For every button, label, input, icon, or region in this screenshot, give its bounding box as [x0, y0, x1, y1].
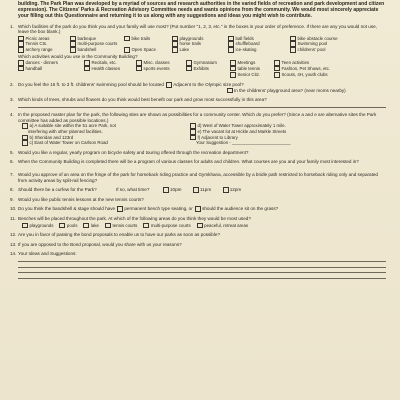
option-teen[interactable]: Teen activities: [274, 60, 386, 66]
site-option-e[interactable]: e) The vacant lot at Hickle and Markle Streets: [190, 129, 386, 135]
question-2: 2. Do you feel the 15 ft. to 3 ft. childrens' swimming pool should be located Adjacent to the Olympic size pool? In the childrens' playground area? (near moms nearby): [10, 81, 346, 93]
question-6: 6. When the Community Building is completed there will be a program of various classes for adults and children. What courses are you and your family most interested in?: [10, 159, 359, 165]
answer-line[interactable]: [18, 272, 386, 273]
option-scouts[interactable]: Scouts, 4H, youth clubs: [274, 72, 386, 78]
checkbox[interactable]: [136, 66, 142, 72]
answer-line[interactable]: [18, 278, 386, 279]
option-table-tennis[interactable]: table tennis: [230, 66, 270, 72]
option-dances[interactable]: dances - dinners: [18, 60, 80, 66]
question-9: 9. Would you like public tennis lessons at the new tennis courts?: [10, 196, 144, 202]
option-fashion[interactable]: Fashion, Pet Shows, etc.: [274, 66, 386, 72]
option-playgrounds[interactable]: playgrounds: [172, 36, 224, 42]
checkbox[interactable]: [59, 223, 65, 229]
option-barbeque[interactable]: barbeque: [70, 36, 120, 42]
option-exhibits[interactable]: Exhibits: [186, 66, 226, 72]
checkbox[interactable]: [230, 66, 236, 72]
option-recitals[interactable]: Recitals, etc.: [84, 60, 132, 66]
question-13: 13. If you are opposed to the Bond proposal, would you share with us your reasons?: [10, 241, 182, 247]
activity-options: [18, 60, 386, 71]
checkbox[interactable]: [22, 223, 28, 229]
question-4: 4. In the proposed master plan for the park, the following sites are shown as possibilities for a community center. Which do you prefer? (Since a and e are alternative sites the Park committee has added as possible locations.) a) A suitable site within the 51 acre Park, not interfering with other planned facilities. b) Sheridan and 123rd c) East of Water Tower on Carlson Road d) West of Water Tower approximately 1 mile. e) The vacant lot at Hickle and Markle Streets f) Adjacent to Library Your Suggestion - ________________________: [18, 112, 386, 146]
option-ice-skating[interactable]: ice-skating: [228, 47, 286, 53]
checkbox[interactable]: [143, 223, 149, 229]
option-health-classes[interactable]: Health classes: [84, 66, 132, 72]
question-12: 12. Are you in favor of passing the bond proposals to enable us to have our parks as soon as possible?: [10, 232, 220, 238]
checkbox[interactable]: [117, 206, 123, 212]
question-1b-text: Which activities would you use in the Community Building?: [18, 53, 138, 59]
option-handball[interactable]: handball: [18, 66, 80, 72]
checkbox[interactable]: [186, 66, 192, 72]
option-lake[interactable]: Lake: [172, 47, 224, 53]
checkbox[interactable]: [227, 88, 233, 94]
answer-line[interactable]: [18, 267, 386, 268]
option-ball-fields[interactable]: ball fields: [228, 36, 286, 42]
checkbox[interactable]: [18, 66, 24, 72]
option-misc-classes[interactable]: Misc. classes: [136, 60, 182, 66]
checkbox[interactable]: [22, 140, 28, 146]
checkbox[interactable]: [124, 47, 130, 53]
checkbox[interactable]: [197, 223, 203, 229]
answer-line[interactable]: [18, 261, 386, 262]
checkbox[interactable]: [18, 47, 24, 53]
option-senior[interactable]: Senior Citz.: [230, 72, 270, 78]
option-gymnasium[interactable]: Gymnasium: [186, 60, 226, 66]
option-open-space[interactable]: Open Space: [124, 47, 168, 53]
bench-options: playgrounds pools lake tennis courts multi-purpose courts peaceful, retreat areas: [22, 223, 386, 229]
checkbox[interactable]: [274, 66, 280, 72]
question-7: 7. Would you approve of an area on the fringe of the park for horseback riding practice and Gymkhana, accessible by a bridle path restricted to horseback riding only and separated from activity areas by split-rail fencing?: [10, 172, 378, 183]
facility-options: [18, 36, 386, 53]
checkbox[interactable]: [193, 187, 199, 193]
question-11: 11. Benches will be placed throughout the park. At which of the following areas do you think they would be most used? playgrounds pools lake tennis courts multi-purpose courts peaceful, retreat areas: [18, 216, 386, 228]
checkbox[interactable]: [223, 187, 229, 193]
checkbox[interactable]: [83, 223, 89, 229]
question-3: 3. Which kinds of trees, shrubs and flowers do you think would best benefit our park and grow most successfully in this area?: [18, 97, 386, 108]
question-number: 1.: [10, 23, 14, 29]
site-option-b[interactable]: b) Sheridan and 123rd: [22, 135, 190, 141]
option-bike-obstacle[interactable]: bike obstacle course: [290, 36, 386, 42]
option-meetings[interactable]: Meetings: [230, 60, 270, 66]
option-bandshell[interactable]: bandshell: [70, 47, 120, 53]
question-8: 8. Should there be a curfew for the Park? If so, what time? 10pm 11pm 12pm: [10, 187, 242, 193]
option-childrens-pool[interactable]: childrens' pool: [290, 47, 386, 53]
option-picnic-areas[interactable]: Picnic areas: [18, 36, 66, 42]
checkbox[interactable]: [163, 187, 169, 193]
option-archery[interactable]: archery range: [18, 47, 66, 53]
checkbox[interactable]: [195, 206, 201, 212]
checkbox[interactable]: [228, 47, 234, 53]
intro-paragraph: building. The Park Plan was developed by a myriad of sources and research authorities in the varied fields of recreation and park development and citizen expression). The Citizens' Parks & Recreation Advisory Committee needs and wants opinions from the community. We would most sincerely appreciate your filling out this Questionnaire and returning it to us along with any suggestions and ideas you might wish to contribute.: [18, 1, 385, 20]
checkbox[interactable]: [172, 47, 178, 53]
checkbox[interactable]: [274, 72, 280, 78]
site-option-c[interactable]: c) East of Water Tower on Carlson Road: [22, 140, 190, 146]
question-1-text: Which facilities of the park do you think you and your family will use most? (Put number "1, 2, 3, etc." in the boxes in your order of preference. If there are any you would not use, leave the box blank.): [18, 23, 377, 35]
checkbox[interactable]: [290, 47, 296, 53]
site-suggestion[interactable]: Your Suggestion - ________________________: [196, 140, 291, 146]
question-14: 14. Your Ideas and Suggestions:: [18, 251, 386, 279]
option-swimming-pool[interactable]: Swimming pool: [290, 41, 386, 47]
option-multi-purpose[interactable]: multi-purpose courts: [70, 41, 120, 47]
checkbox[interactable]: [70, 47, 76, 53]
site-option-d[interactable]: d) West of Water Tower approximately 1 mile.: [190, 123, 386, 129]
site-option-f[interactable]: f) Adjacent to Library: [190, 135, 386, 141]
option-bike-trails[interactable]: bike trails: [124, 36, 168, 42]
question-10: 10. Do you think the bandshell & stage should have permanent bench type seating, or should the audience sit on the grass?: [10, 206, 279, 212]
option-tennis[interactable]: Tennis Cts.: [18, 41, 66, 47]
checkbox[interactable]: [105, 223, 111, 229]
question-5: 5. Would you like a regular, yearly program on bicycle safety and touring offered through the recreation department?: [10, 149, 249, 155]
option-shuffleboard[interactable]: shuffleboard: [228, 41, 286, 47]
option-horse-trails[interactable]: horse trails: [172, 41, 224, 47]
checkbox[interactable]: [84, 66, 90, 72]
option-sports-events[interactable]: sports events: [136, 66, 182, 72]
site-option-a[interactable]: a) A suitable site within the 51 acre Park, not: [22, 123, 190, 129]
question-1: [10, 23, 386, 78]
checkbox[interactable]: [230, 72, 236, 78]
answer-line[interactable]: [18, 107, 386, 108]
